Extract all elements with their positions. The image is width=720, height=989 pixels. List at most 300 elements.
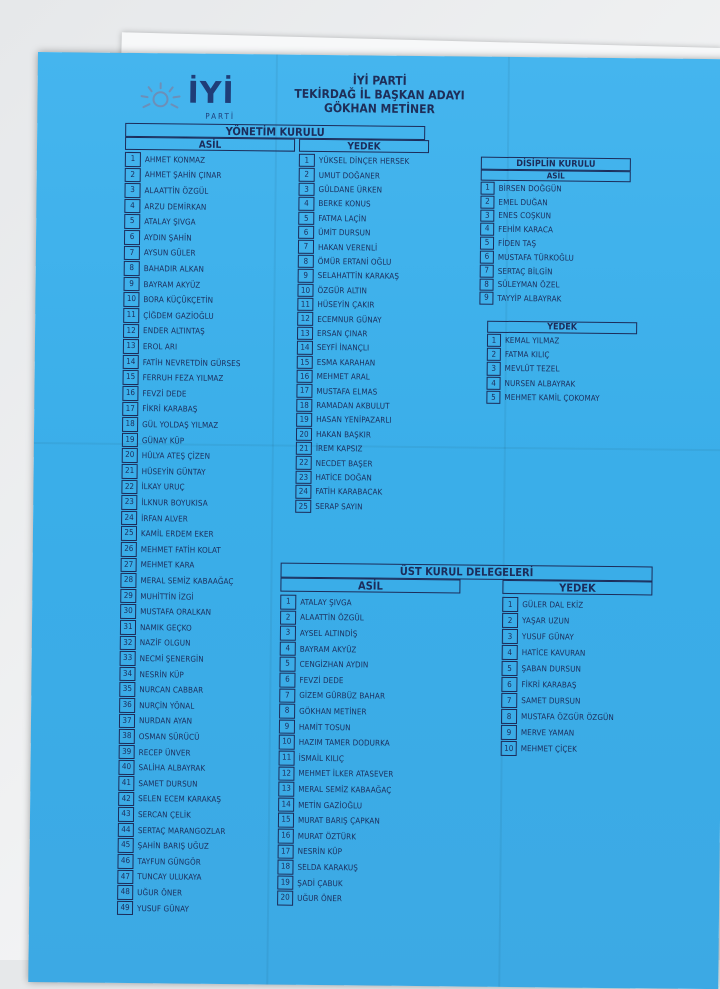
list-item-number: 36 bbox=[119, 698, 135, 713]
list-item bbox=[278, 813, 458, 829]
list-item-number: 9 bbox=[298, 269, 314, 283]
list-item bbox=[118, 791, 283, 807]
list-item-name: HAMİT TOSUN bbox=[299, 722, 351, 732]
list-item bbox=[298, 226, 428, 241]
list-item-name: BERKE KONUS bbox=[318, 199, 370, 209]
party-logo bbox=[137, 73, 257, 122]
list-item-number: 8 bbox=[480, 278, 494, 291]
list-item bbox=[118, 776, 283, 792]
list-item-number: 9 bbox=[279, 719, 295, 734]
list-item-number: 10 bbox=[279, 735, 295, 750]
list-item-name: HAKAN VERENLİ bbox=[318, 243, 377, 253]
list-item-name: HASAN YENİPAZARLI bbox=[316, 415, 392, 425]
list-item-name: GÜL YOLDAŞ YILMAZ bbox=[142, 420, 218, 430]
list-item-number: 14 bbox=[278, 797, 294, 812]
list-item-number: 20 bbox=[277, 891, 293, 906]
list-item-name: ÜMİT DURSUN bbox=[318, 228, 371, 238]
list-item-name: ŞABAN DURSUN bbox=[522, 664, 581, 674]
list-item bbox=[501, 709, 651, 726]
list-item bbox=[122, 417, 287, 433]
list-item-number: 1 bbox=[487, 334, 501, 347]
disiplin-kurulu-title: DİSİPLİN KURULU bbox=[481, 157, 631, 172]
list-item-number: 3 bbox=[502, 629, 518, 644]
list-item bbox=[120, 635, 285, 651]
list-item-number: 40 bbox=[118, 760, 134, 775]
list-item bbox=[121, 511, 286, 527]
list-item-number: 32 bbox=[120, 635, 136, 650]
list-item-number: 6 bbox=[124, 230, 140, 245]
list-item bbox=[502, 645, 652, 662]
list-item bbox=[123, 292, 288, 308]
list-item bbox=[480, 209, 630, 223]
list-item-number: 3 bbox=[280, 626, 296, 641]
list-item bbox=[279, 704, 459, 720]
list-item-number: 15 bbox=[123, 370, 139, 385]
list-item bbox=[278, 766, 458, 782]
list-item bbox=[124, 183, 289, 199]
list-item-number: 15 bbox=[297, 355, 313, 369]
list-item bbox=[297, 298, 427, 313]
list-item-number: 6 bbox=[279, 673, 295, 688]
list-item-number: 34 bbox=[119, 667, 135, 682]
list-item-number: 2 bbox=[125, 168, 141, 183]
list-item-number: 42 bbox=[118, 791, 134, 806]
list-item bbox=[119, 698, 284, 714]
list-item bbox=[297, 327, 427, 342]
list-item-name: RAMADAN AKBULUT bbox=[316, 401, 389, 411]
list-item-name: SALİHA ALBAYRAK bbox=[138, 763, 205, 773]
list-item-number: 3 bbox=[124, 183, 140, 198]
list-item-name: MEHMET İLKER ATASEVER bbox=[298, 769, 393, 779]
list-item-number: 2 bbox=[280, 610, 296, 625]
list-item-number: 7 bbox=[124, 246, 140, 261]
list-item bbox=[481, 182, 631, 196]
list-item-name: HAZIM TAMER DODURKA bbox=[299, 738, 390, 748]
list-item bbox=[502, 629, 652, 646]
list-item-number: 5 bbox=[124, 214, 140, 229]
list-item-name: SERAP SAYIN bbox=[315, 502, 362, 511]
list-item bbox=[279, 688, 459, 704]
list-item-name: FİKRİ KARABAŞ bbox=[142, 405, 197, 415]
list-item-name: İRFAN ALVER bbox=[141, 514, 188, 523]
list-item bbox=[502, 613, 652, 630]
list-item-number: 1 bbox=[481, 182, 495, 195]
list-item-number: 20 bbox=[122, 448, 138, 463]
list-item bbox=[298, 211, 428, 226]
list-item bbox=[118, 823, 283, 839]
list-item-number: 23 bbox=[295, 471, 311, 485]
list-item-number: 24 bbox=[295, 485, 311, 499]
list-item bbox=[280, 610, 460, 626]
list-item-number: 7 bbox=[298, 240, 314, 254]
list-item bbox=[120, 573, 285, 589]
list-item-name: ENDER ALTINTAŞ bbox=[143, 327, 205, 337]
list-item-name: ECEMNUR GÜNAY bbox=[317, 315, 382, 325]
list-item-name: MEHMET KAMİL ÇOKOMAY bbox=[504, 393, 599, 403]
list-item-name: YUSUF GÜNAY bbox=[137, 904, 189, 914]
list-item bbox=[123, 277, 288, 293]
list-item-number: 4 bbox=[298, 197, 314, 211]
list-item-number: 22 bbox=[121, 479, 137, 494]
list-item-name: NAZİF OLGUN bbox=[140, 638, 191, 648]
list-item-number: 49 bbox=[117, 901, 133, 916]
list-item-name: YAŞAR UZUN bbox=[522, 616, 569, 625]
list-item bbox=[122, 448, 287, 464]
list-item bbox=[501, 725, 651, 742]
list-item-number: 20 bbox=[296, 427, 312, 441]
list-item-name: ATALAY ŞIVGA bbox=[300, 598, 352, 608]
list-item bbox=[298, 255, 428, 270]
list-item bbox=[295, 471, 425, 486]
list-item-number: 30 bbox=[120, 604, 136, 619]
list-item-name: UĞUR ÖNER bbox=[297, 894, 342, 903]
yonetim-yedek-title: YEDEK bbox=[299, 139, 429, 153]
list-item-number: 4 bbox=[480, 223, 494, 236]
list-item-number: 4 bbox=[486, 376, 500, 389]
list-item bbox=[123, 324, 288, 340]
list-item bbox=[121, 526, 286, 542]
list-item-number: 8 bbox=[124, 261, 140, 276]
list-item bbox=[122, 433, 287, 449]
list-item-number: 7 bbox=[279, 688, 295, 703]
list-item-name: SERTAÇ MARANGOZLAR bbox=[138, 826, 226, 836]
list-item-name: MUSTAFA ÖZGÜR ÖZGÜN bbox=[521, 712, 614, 722]
list-item-number: 47 bbox=[117, 869, 133, 884]
list-item bbox=[123, 370, 288, 386]
list-item bbox=[278, 844, 458, 860]
list-item-name: SERCAN ÇELİK bbox=[138, 810, 191, 820]
list-item-number: 25 bbox=[121, 526, 137, 541]
list-item-number: 6 bbox=[298, 226, 314, 240]
list-item bbox=[125, 168, 290, 184]
list-item bbox=[119, 713, 284, 729]
list-item bbox=[279, 719, 459, 735]
list-item-number: 2 bbox=[487, 348, 501, 361]
list-item-number: 7 bbox=[480, 264, 494, 277]
list-item bbox=[122, 401, 287, 417]
list-item bbox=[501, 741, 651, 758]
list-item-name: UMUT DOĞANER bbox=[319, 171, 380, 181]
list-item-name: ÇİĞDEM GAZİOĞLU bbox=[143, 311, 214, 321]
list-item-name: TUNCAY ULUKAYA bbox=[137, 872, 201, 882]
list-item-number: 5 bbox=[280, 657, 296, 672]
list-item-number: 46 bbox=[117, 854, 133, 869]
list-item-name: RECEP ÜNVER bbox=[139, 748, 191, 758]
list-item-name: MERVE YAMAN bbox=[521, 728, 574, 738]
list-item-number: 19 bbox=[122, 433, 138, 448]
list-item-name: NAMIK GEÇKO bbox=[140, 623, 192, 633]
list-item bbox=[480, 223, 630, 237]
list-item-name: KEMAL YILMAZ bbox=[505, 336, 560, 346]
list-item bbox=[480, 195, 630, 209]
list-item-number: 44 bbox=[118, 823, 134, 838]
list-item-number: 13 bbox=[297, 327, 313, 341]
list-item-name: MUSTAFA ORALKAN bbox=[140, 607, 211, 617]
list-item-number: 37 bbox=[119, 713, 135, 728]
list-item-name: ÖMÜR ERTANİ OĞLU bbox=[318, 257, 392, 267]
list-item-number: 10 bbox=[123, 292, 139, 307]
list-item-name: BORA KÜÇÜKÇETİN bbox=[143, 295, 213, 305]
list-item bbox=[479, 292, 629, 306]
list-item-number: 10 bbox=[297, 283, 313, 297]
list-item-number: 3 bbox=[480, 209, 494, 222]
ust-kurul-yedek-title: YEDEK bbox=[502, 580, 652, 596]
list-item-name: MEHMET KARA bbox=[141, 560, 195, 570]
list-item-name: NURCAN CABBAR bbox=[139, 685, 203, 695]
list-item-number: 1 bbox=[502, 597, 518, 612]
list-item-number: 25 bbox=[295, 499, 311, 513]
list-item bbox=[279, 751, 459, 767]
list-item-number: 26 bbox=[121, 542, 137, 557]
list-item-name: SERTAÇ BİLGİN bbox=[498, 267, 553, 277]
list-item-number: 19 bbox=[277, 875, 293, 890]
list-item-name: İREM KAPSIZ bbox=[316, 444, 363, 453]
list-item-number: 9 bbox=[501, 725, 517, 740]
list-item-number: 21 bbox=[296, 442, 312, 456]
logo-subtitle: PARTİ bbox=[205, 112, 235, 121]
list-item-number: 6 bbox=[501, 677, 517, 692]
list-item-name: AHMET KONMAZ bbox=[145, 155, 205, 165]
list-item-name: GÜNAY KÜP bbox=[142, 436, 184, 445]
list-item bbox=[480, 237, 630, 251]
list-item-number: 15 bbox=[278, 813, 294, 828]
list-item-number: 22 bbox=[296, 456, 312, 470]
list-item-name: FATİH NEVRETDİN GÜRSES bbox=[143, 358, 241, 368]
list-item-name: EROL ARI bbox=[143, 342, 177, 351]
list-item bbox=[119, 729, 284, 745]
list-item-number: 5 bbox=[501, 661, 517, 676]
list-item-name: OSMAN SÜRÜCÜ bbox=[139, 732, 200, 742]
list-item-number: 18 bbox=[296, 399, 312, 413]
list-item-name: TAYFUN GÜNGÖR bbox=[137, 857, 200, 867]
list-item-name: AHMET ŞAHİN ÇINAR bbox=[145, 171, 222, 181]
list-item-name: HÜSEYİN GÜNTAY bbox=[142, 467, 206, 477]
list-item-name: GÖKHAN METİNER bbox=[299, 707, 367, 717]
list-item-name: ARZU DEMİRKAN bbox=[144, 202, 206, 212]
list-item bbox=[295, 485, 425, 500]
list-item-name: FATİH KARABACAK bbox=[315, 487, 382, 497]
list-item-number: 4 bbox=[502, 645, 518, 660]
yonetim-asil-title: ASİL bbox=[125, 137, 295, 152]
list-item bbox=[501, 693, 651, 710]
list-item bbox=[124, 230, 289, 246]
list-item-number: 1 bbox=[280, 595, 296, 610]
list-item-name: İSMAİL KILIÇ bbox=[299, 754, 345, 763]
list-item-name: BİRSEN DOĞGÜN bbox=[499, 184, 562, 194]
list-item bbox=[277, 875, 457, 891]
list-item-name: NECMİ ŞENERGİN bbox=[140, 654, 204, 664]
list-item-name: HATİCE DOĞAN bbox=[316, 473, 372, 483]
list-item bbox=[296, 384, 426, 399]
list-item-number: 17 bbox=[296, 384, 312, 398]
list-item-number: 11 bbox=[123, 308, 139, 323]
list-item-name: SÜLEYMAN ÖZEL bbox=[498, 280, 560, 290]
list-item bbox=[123, 339, 288, 355]
list-item-name: ATALAY ŞIVGA bbox=[144, 217, 196, 227]
list-item-number: 41 bbox=[118, 776, 134, 791]
list-item-name: NESRİN KÜP bbox=[298, 847, 342, 856]
list-item-number: 17 bbox=[278, 844, 294, 859]
list-item bbox=[122, 464, 287, 480]
list-item-number: 7 bbox=[501, 693, 517, 708]
list-item-name: NURDAN AYAN bbox=[139, 716, 192, 726]
candidate-list-sheet bbox=[28, 52, 720, 989]
list-item-number: 48 bbox=[117, 885, 133, 900]
list-item-name: MEHMET ÇİÇEK bbox=[521, 744, 577, 754]
list-item bbox=[280, 626, 460, 642]
list-item-name: FEVZİ DEDE bbox=[142, 389, 186, 398]
list-item-number: 18 bbox=[277, 860, 293, 875]
list-item bbox=[297, 370, 427, 385]
list-item bbox=[119, 667, 284, 683]
list-item-number: 19 bbox=[296, 413, 312, 427]
list-item-number: 5 bbox=[480, 237, 494, 250]
list-item-number: 8 bbox=[501, 709, 517, 724]
ust-kurul-title: ÜST KURUL DELEGELERİ bbox=[281, 563, 653, 582]
list-item-number: 11 bbox=[279, 751, 295, 766]
disiplin-asil-title: ASİL bbox=[481, 170, 631, 183]
list-item-number: 18 bbox=[122, 417, 138, 432]
list-item-number: 43 bbox=[118, 807, 134, 822]
list-item-name: YUSUF GÜNAY bbox=[522, 632, 574, 642]
list-item-number: 8 bbox=[298, 255, 314, 269]
disiplin-yedek-title: YEDEK bbox=[487, 321, 637, 335]
party-name: İYİ PARTİ bbox=[260, 72, 500, 89]
list-item bbox=[299, 154, 429, 169]
list-item-name: BAYRAM AKYÜZ bbox=[300, 644, 357, 654]
list-item-name: ALAATTİN ÖZGÜL bbox=[145, 186, 209, 196]
list-item-number: 12 bbox=[123, 324, 139, 339]
list-item bbox=[117, 854, 282, 870]
list-item bbox=[120, 589, 285, 605]
list-item-number: 21 bbox=[122, 464, 138, 479]
list-item-number: 5 bbox=[298, 211, 314, 225]
list-item bbox=[278, 782, 458, 798]
list-item bbox=[125, 152, 290, 168]
list-item-name: ESMA KARAHAN bbox=[317, 358, 376, 368]
list-item-number: 1 bbox=[299, 154, 315, 168]
list-item-name: UĞUR ÖNER bbox=[137, 888, 182, 897]
list-item-number: 39 bbox=[119, 745, 135, 760]
list-item-name: METİN GAZİOĞLU bbox=[298, 800, 362, 810]
list-item-number: 14 bbox=[297, 341, 313, 355]
sun-icon bbox=[137, 81, 183, 111]
list-item-name: BAYRAM AKYÜZ bbox=[144, 280, 201, 290]
list-item-number: 4 bbox=[280, 641, 296, 656]
list-item-name: MEVLÜT TEZEL bbox=[505, 364, 560, 374]
candidacy-title: TEKİRDAĞ İL BAŞKAN ADAYI bbox=[260, 86, 500, 103]
list-item bbox=[296, 413, 426, 428]
list-item-number: 38 bbox=[119, 729, 135, 744]
list-item-number: 2 bbox=[480, 195, 494, 208]
list-item-name: SELDA KARAKUŞ bbox=[297, 863, 358, 873]
list-item-name: SELAHATTİN KARAKAŞ bbox=[318, 271, 399, 281]
list-item bbox=[279, 673, 459, 689]
list-item-name: NESRİN KÜP bbox=[139, 670, 183, 679]
list-item bbox=[280, 657, 460, 673]
list-item-name: FEVZİ DEDE bbox=[299, 676, 343, 685]
list-item bbox=[480, 278, 630, 292]
list-item bbox=[486, 376, 636, 391]
list-item bbox=[117, 885, 282, 901]
list-item bbox=[277, 891, 457, 907]
list-item-name: ŞAHİN BARIŞ UĞUZ bbox=[138, 841, 209, 851]
list-item-name: FERRUH FEZA YILMAZ bbox=[143, 373, 224, 383]
list-item-name: MUHİTTİN İZGİ bbox=[140, 592, 194, 602]
list-item bbox=[124, 214, 289, 230]
list-item bbox=[120, 651, 285, 667]
list-item-number: 45 bbox=[118, 838, 134, 853]
list-item-name: MURAT BARIŞ ÇAPKAN bbox=[298, 816, 380, 826]
list-item bbox=[278, 829, 458, 845]
list-item bbox=[124, 199, 289, 215]
document-header bbox=[259, 72, 499, 117]
list-item-number: 3 bbox=[299, 183, 315, 197]
list-item bbox=[280, 595, 460, 611]
list-item-number: 23 bbox=[121, 495, 137, 510]
list-item-number: 16 bbox=[297, 370, 313, 384]
list-item-number: 24 bbox=[121, 511, 137, 526]
list-item-name: MUSTAFA TÜRKOĞLU bbox=[498, 253, 574, 263]
list-item bbox=[501, 661, 651, 678]
list-item-number: 13 bbox=[123, 339, 139, 354]
list-item-name: GİZEM GÜRBÜZ BAHAR bbox=[299, 691, 385, 701]
list-item-name: GÜLER DAL EKİZ bbox=[522, 600, 583, 610]
list-item-number: 16 bbox=[122, 386, 138, 401]
list-item-name: ERSAN ÇINAR bbox=[317, 329, 368, 339]
list-item-number: 35 bbox=[119, 682, 135, 697]
list-item-name: FATMA KILIÇ bbox=[505, 350, 550, 359]
list-item-name: HÜSEYİN ÇAKIR bbox=[317, 300, 374, 310]
list-item bbox=[487, 334, 637, 349]
list-item-number: 10 bbox=[501, 741, 517, 756]
list-item-name: FİKRİ KARABAŞ bbox=[521, 680, 576, 690]
list-item-name: ŞADİ ÇABUK bbox=[297, 878, 343, 887]
list-item bbox=[296, 399, 426, 414]
list-item bbox=[119, 682, 284, 698]
list-item-name: EMEL DUĞAN bbox=[498, 198, 547, 208]
list-item-name: AYSUN GÜLER bbox=[144, 249, 196, 259]
list-item bbox=[298, 240, 428, 255]
list-item-name: HÜLYA ATEŞ ÇİZEN bbox=[142, 451, 210, 461]
list-item-name: MURAT ÖZTÜRK bbox=[298, 832, 356, 842]
list-item-number: 14 bbox=[123, 355, 139, 370]
list-item bbox=[297, 312, 427, 327]
list-item-number: 28 bbox=[120, 573, 136, 588]
list-item-name: SAMET DURSUN bbox=[521, 696, 580, 706]
list-item-number: 8 bbox=[279, 704, 295, 719]
list-item-name: FİDEN TAŞ bbox=[498, 239, 536, 248]
list-item-number: 13 bbox=[278, 782, 294, 797]
list-item bbox=[279, 735, 459, 751]
list-item-name: ALAATTİN ÖZGÜL bbox=[300, 613, 364, 623]
list-item bbox=[118, 838, 283, 854]
list-item bbox=[486, 391, 636, 406]
list-item-number: 1 bbox=[125, 152, 141, 167]
list-item-name: KAMİL ERDEM EKER bbox=[141, 529, 214, 539]
list-item-name: AYSEL ALTINDİŞ bbox=[300, 629, 358, 639]
list-item bbox=[121, 495, 286, 511]
list-item-name: BAHADIR ALKAN bbox=[144, 264, 204, 274]
list-item-number: 6 bbox=[480, 251, 494, 264]
list-item-number: 11 bbox=[297, 298, 313, 312]
list-item-number: 12 bbox=[278, 766, 294, 781]
yonetim-kurulu-title: YÖNETİM KURULU bbox=[125, 123, 425, 140]
list-item bbox=[299, 168, 429, 183]
list-item-name: ENES COŞKUN bbox=[498, 211, 551, 221]
list-item-name: FEHİM KARACA bbox=[498, 225, 553, 235]
list-item-name: MEHMET FATİH KOLAT bbox=[141, 545, 221, 555]
